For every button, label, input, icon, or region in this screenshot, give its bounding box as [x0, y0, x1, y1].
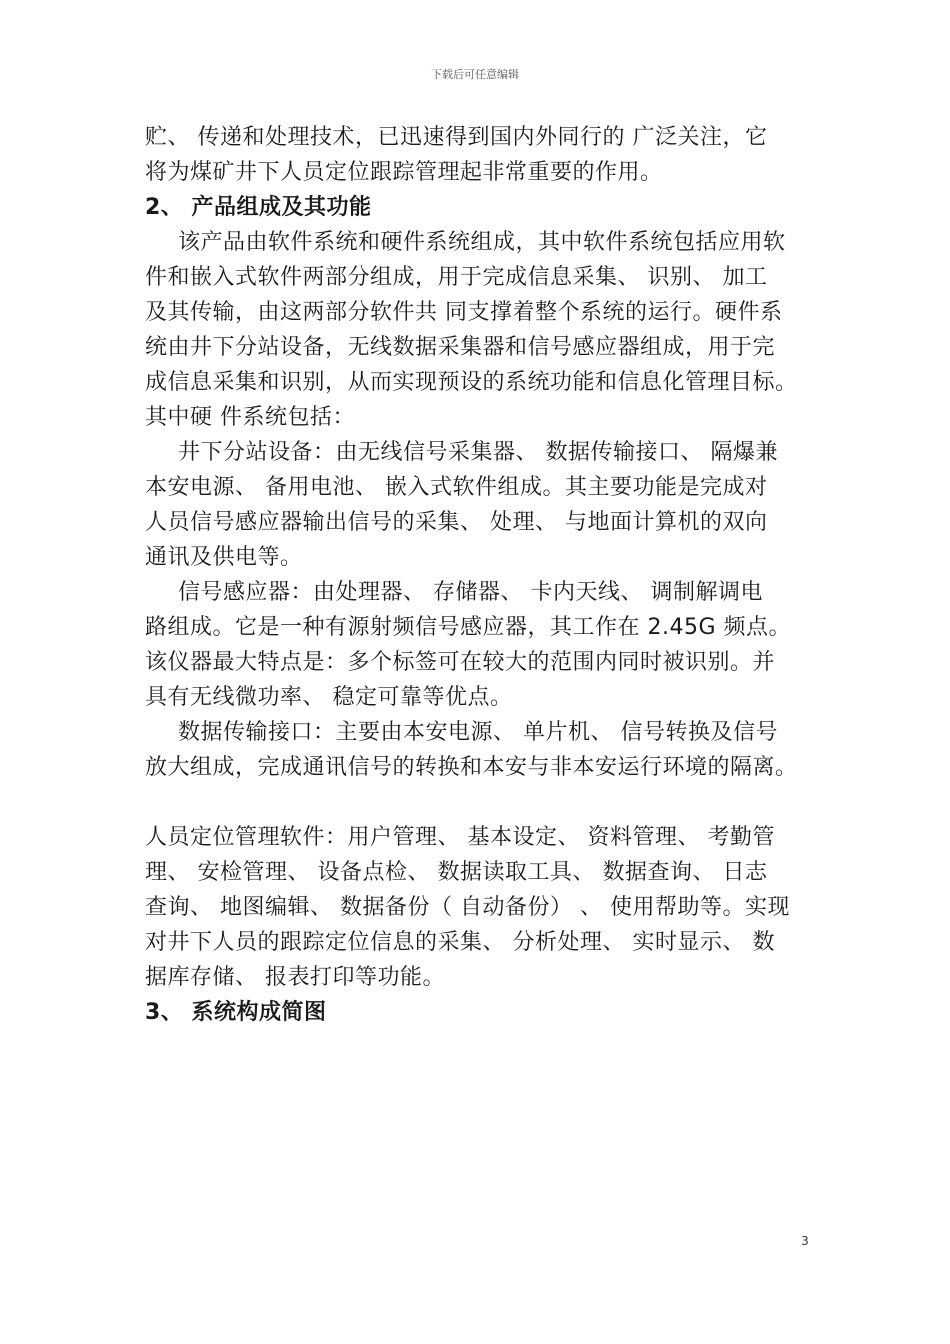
- paragraph-line: 该仪器最大特点是：多个标签可在较大的范围内同时被识别。并: [145, 650, 776, 675]
- paragraph-line: 贮、 传递和处理技术，已迅速得到国内外同行的 广泛关注，它: [145, 125, 768, 150]
- blank-line: [145, 785, 805, 820]
- page-header: 下载后可任意编辑: [431, 68, 519, 81]
- paragraph-line: 其中硬 件系统包括：: [145, 405, 355, 430]
- paragraph-line: 成信息采集和识别，从而实现预设的系统功能和信息化管理目标。: [145, 370, 798, 395]
- paragraph-line: 具有无线微功率、 稳定可靠等优点。: [145, 685, 513, 710]
- paragraph-line: 将为煤矿井下人员定位跟踪管理起非常重要的作用。: [145, 160, 663, 185]
- page-number: 3: [801, 1234, 809, 1248]
- paragraph-line: 及其传输，由这两部分软件共 同支撑着整个系统的运行。硬件系: [145, 300, 783, 325]
- paragraph-line: 数据传输接口：主要由本安电源、 单片机、 信号转换及信号: [178, 720, 778, 745]
- section-heading-2: 2、 产品组成及其功能: [145, 195, 372, 220]
- paragraph-line: 通讯及供电等。: [145, 545, 303, 570]
- document-body: [145, 120, 805, 1030]
- paragraph-line: 井下分站设备：由无线信号采集器、 数据传输接口、 隔爆兼: [178, 440, 778, 465]
- paragraph-line: 件和嵌入式软件两部分组成，用于完成信息采集、 识别、 加工: [145, 265, 768, 290]
- paragraph-line: 本安电源、 备用电池、 嵌入式软件组成。其主要功能是完成对: [145, 475, 768, 500]
- paragraph-line: 人员信号感应器输出信号的采集、 处理、 与地面计算机的双向: [145, 510, 768, 535]
- paragraph-line: 统由井下分站设备，无线数据采集器和信号感应器组成，用于完: [145, 335, 776, 360]
- section-heading-3: 3、 系统构成简图: [145, 1000, 327, 1025]
- paragraph-line: 信号感应器：由处理器、 存储器、 卡内天线、 调制解调电: [178, 580, 763, 605]
- paragraph-line: 理、 安检管理、 设备点检、 数据读取工具、 数据查询、 日志: [145, 860, 768, 885]
- paragraph-line: 人员定位管理软件：用户管理、 基本设定、 资料管理、 考勤管: [145, 825, 775, 850]
- paragraph-line: 查询、 地图编辑、 数据备份（ 自动备份） 、 使用帮助等。实现: [145, 895, 790, 920]
- paragraph-line: 路组成。它是一种有源射频信号感应器，其工作在 2.45G 频点。: [145, 615, 792, 640]
- paragraph-line: 据库存储、 报表打印等功能。: [145, 965, 445, 990]
- paragraph-line: 该产品由软件系统和硬件系统组成，其中软件系统包括应用软: [178, 230, 786, 255]
- paragraph-line: 对井下人员的跟踪定位信息的采集、 分析处理、 实时显示、 数: [145, 930, 775, 955]
- paragraph-line: 放大组成，完成通讯信号的转换和本安与非本安运行环境的隔离。: [145, 755, 798, 780]
